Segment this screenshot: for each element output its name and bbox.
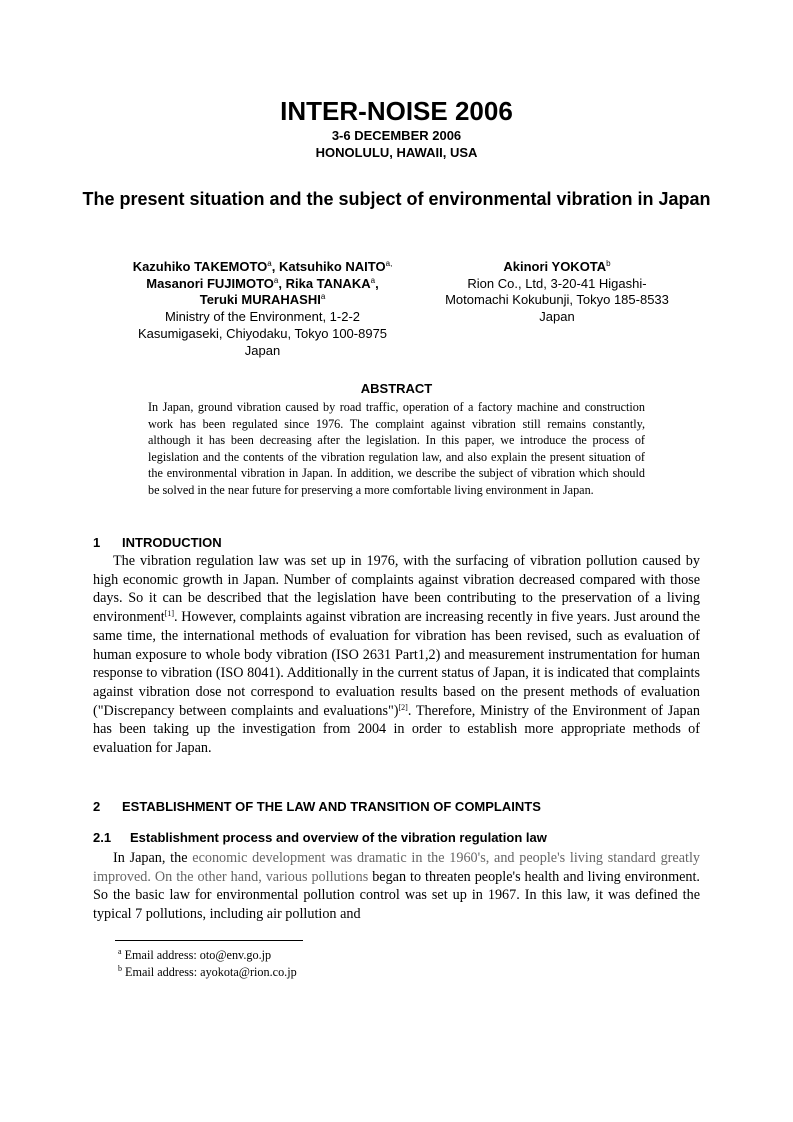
citation: [2] — [398, 702, 408, 712]
affiliation-line: Rion Co., Ltd, 3-20-41 Higashi- — [467, 275, 647, 291]
footnote-mark: a — [118, 947, 122, 956]
affiliation-line: Japan — [244, 342, 281, 358]
author-name: Rika TANAKA — [285, 275, 371, 291]
citation: [1] — [164, 609, 175, 619]
section-heading-introduction — [93, 535, 222, 550]
affiliation-line: Kasumigaseki, Chiyodaku, Tokyo 100-8975 — [137, 325, 388, 341]
conference-title: INTER-NOISE 2006 — [280, 96, 513, 126]
author-affil-mark: a — [320, 292, 326, 302]
subsection-title: Establishment process and overview of the vibration regulation law — [130, 830, 547, 845]
subsection-number: 2.1 — [93, 830, 112, 845]
authors-right-block — [418, 259, 696, 326]
conference-location: HONOLULU, HAWAII, USA — [315, 145, 478, 160]
author-name: Teruki MURAHASHI — [199, 292, 321, 308]
introduction-paragraph: The vibration regulation law was set up in 1976, with the surfacing of vibration pollution caused by high economic growth in Japan. Number of complaints against vibration decreased compared with those days. So it can be described that the legislation have been contributing to the preservation of a living environment[1]. However, complaints against vibration are increasing recently in five years. Just around the same time, the international methods of evaluation for vibration has been revised, such as evaluation of human exposure to whole body vibration (ISO 2631 Part1,2) and measurement instrumentation for human response to vibration (ISO 8041). Additionally in the current status of Japan, it is indicated that complaints against vibration dose not correspond to evaluation results based on the present methods of evaluation ("Discrepancy between complaints and evaluations")[2]. Therefore, Ministry of the Environment of Japan has been taking up the investigation from 2004 in order to establish more appropriate methods of evaluation for Japan. — [93, 553, 700, 757]
section-number: 2 — [93, 799, 101, 814]
affiliation-line: Japan — [539, 309, 575, 325]
author-name: Katsuhiko NAITO — [278, 259, 386, 274]
section-title: ESTABLISHMENT OF THE LAW AND TRANSITION OF COMPLAINTS — [122, 799, 541, 814]
footnote-divider — [115, 940, 303, 941]
footnote-mark: b — [118, 964, 122, 973]
conference-dates: 3-6 DECEMBER 2006 — [331, 128, 462, 143]
footnote-a: $^a$ Email address: oto@env.go.jp — [118, 947, 272, 962]
abstract-text: In Japan, ground vibration caused by road traffic, operation of a factory machine and construction work has been regulated since 1976. The complaint against vibration still remains constantly, although it has been decreasing after the legislation. In this paper, we introduce the process of legislation and the contents of the vibration regulation law, and also explain the present situation of the environmental vibration in Japan. In addition, we describe the subject of vibration which should be solved in the near future for preserving a more comfortable living environment in Japan. — [148, 400, 645, 497]
author-affil-mark: a, — [385, 259, 393, 268]
section-2-1-paragraph: In Japan, the economic development was dramatic in the 1960's, and people's living standard greatly improved. On the other hand, various pollutions began to threaten people's health and living environment. So the basic law for environmental pollution control was set up in 1967. In this law, it was defined the typical 7 pollutions, including air pollution and — [93, 850, 700, 923]
abstract-heading: ABSTRACT — [360, 381, 433, 396]
authors-left-block: Kazuhiko TAKEMOTO$^a$, Katsuhiko $NAITO^{a,}$ Masanori FUJIMOTO$^a$, Rika TANAKA$^a$, Teruki MURAHASHI$^a$ Ministry of the Environment, 1-2-2 Kasumigaseki, Chiyodaku, Tokyo 100-8975 Japan — [100, 259, 425, 359]
section-heading-establishment — [93, 799, 541, 814]
affiliation-line: Motomachi Kokubunji, Tokyo 185-8533 — [445, 292, 669, 308]
footnote-b: $^b$ Email address: ayokota@rion.co.jp — [118, 964, 297, 979]
author-name: Masanori FUJIMOTO — [146, 275, 274, 291]
section-number: 1 — [93, 535, 101, 550]
author-affil-mark: a — [273, 275, 279, 285]
author-name: Kazuhiko TAKEMOTO — [132, 259, 268, 274]
paper-title: The present situation and the subject of environmental vibration in Japan — [82, 189, 711, 209]
author-affil-mark: b — [606, 259, 611, 268]
author-name: Akinori YOKOTA — [503, 259, 607, 274]
author-affil-mark: a — [267, 259, 272, 268]
affiliation-line: Ministry of the Environment, 1-2-2 — [164, 309, 361, 325]
section-title: INTRODUCTION — [122, 535, 222, 550]
author-affil-mark: a — [370, 275, 376, 285]
subsection-heading — [93, 830, 547, 845]
